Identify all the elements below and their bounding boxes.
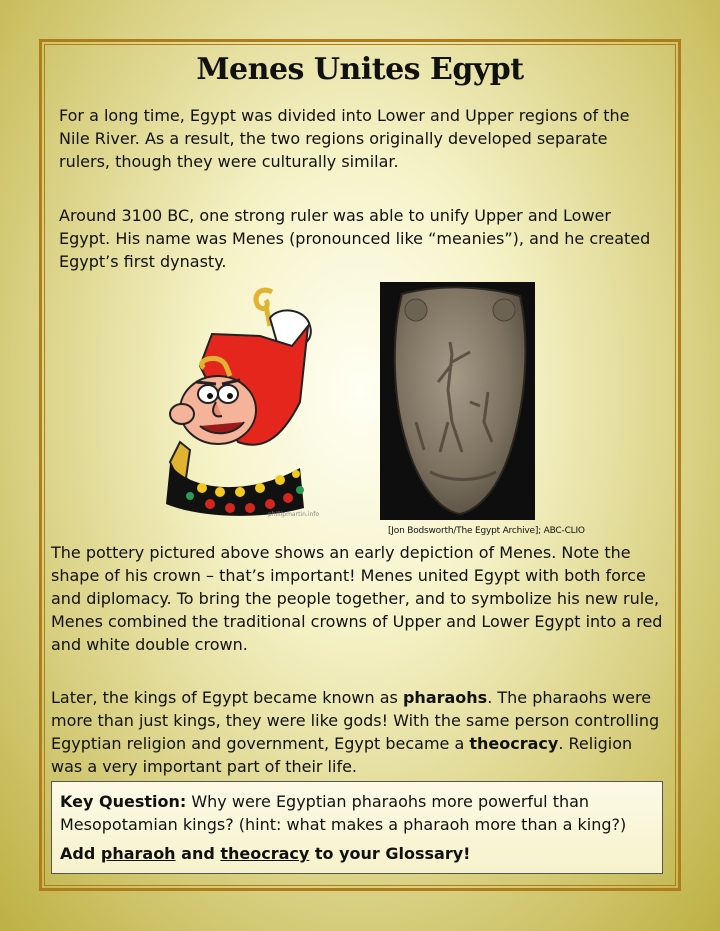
glossary-term-theocracy: theocracy [220, 844, 310, 863]
pottery-paragraph: The pottery pictured above shows an early depiction of Menes. Note the shape of his crown – that’s important! Menes united Egypt with both force and diplomacy. To bring the people together, and to symbolize his new rule, Menes combined the traditional crowns of Upper and Lower Egypt into a red and white double crown. [51, 543, 663, 654]
intro-paragraph: For a long time, Egypt was divided into Lower and Upper regions of the Nile River. As a result, the two regions originally developed separate rulers, though they were culturally similar. [59, 106, 630, 171]
page-title: Menes Unites Egypt [196, 52, 524, 87]
key-question-box [51, 781, 663, 874]
glossary-suffix: to your Glossary! [309, 844, 471, 863]
glossary-term-pharaoh: pharaoh [100, 844, 176, 863]
glossary-prefix: Add [60, 844, 101, 863]
glossary-instruction [52, 842, 662, 865]
pharaohs-text-2: . The pharaohs were more than just kings, they were like gods! With the same person controlling Egyptian religion and government, Egypt became a [51, 688, 660, 753]
key-question [52, 790, 662, 836]
menes-paragraph: Around 3100 BC, one strong ruler was able to unify Upper and Lower Egypt. His name was Menes (pronounced like “meanies”), and he created Egypt’s first dynasty. [59, 206, 651, 271]
term-theocracy: theocracy [469, 734, 559, 753]
pharaohs-text-3: . Religion was a very important part of their life. [51, 734, 633, 776]
cartoon-watermark: phillipmartin.info [268, 511, 320, 518]
pharaoh-cartoon-image [160, 282, 320, 522]
term-pharaohs: pharaohs [402, 688, 488, 707]
pharaohs-paragraph [51, 686, 663, 778]
pharaohs-text-1: Later, the kings of Egypt became known as [51, 688, 403, 707]
key-question-label: Key Question: [60, 792, 187, 811]
key-question-text: Why were Egyptian pharaohs more powerful than Mesopotamian kings? (hint: what makes a pharaoh more than a king?) [60, 792, 627, 834]
glossary-middle: and [175, 844, 221, 863]
image-credit: [Jon Bodsworth/The Egypt Archive]; ABC-CLIO [388, 526, 585, 536]
narmer-palette-photo [380, 282, 535, 520]
